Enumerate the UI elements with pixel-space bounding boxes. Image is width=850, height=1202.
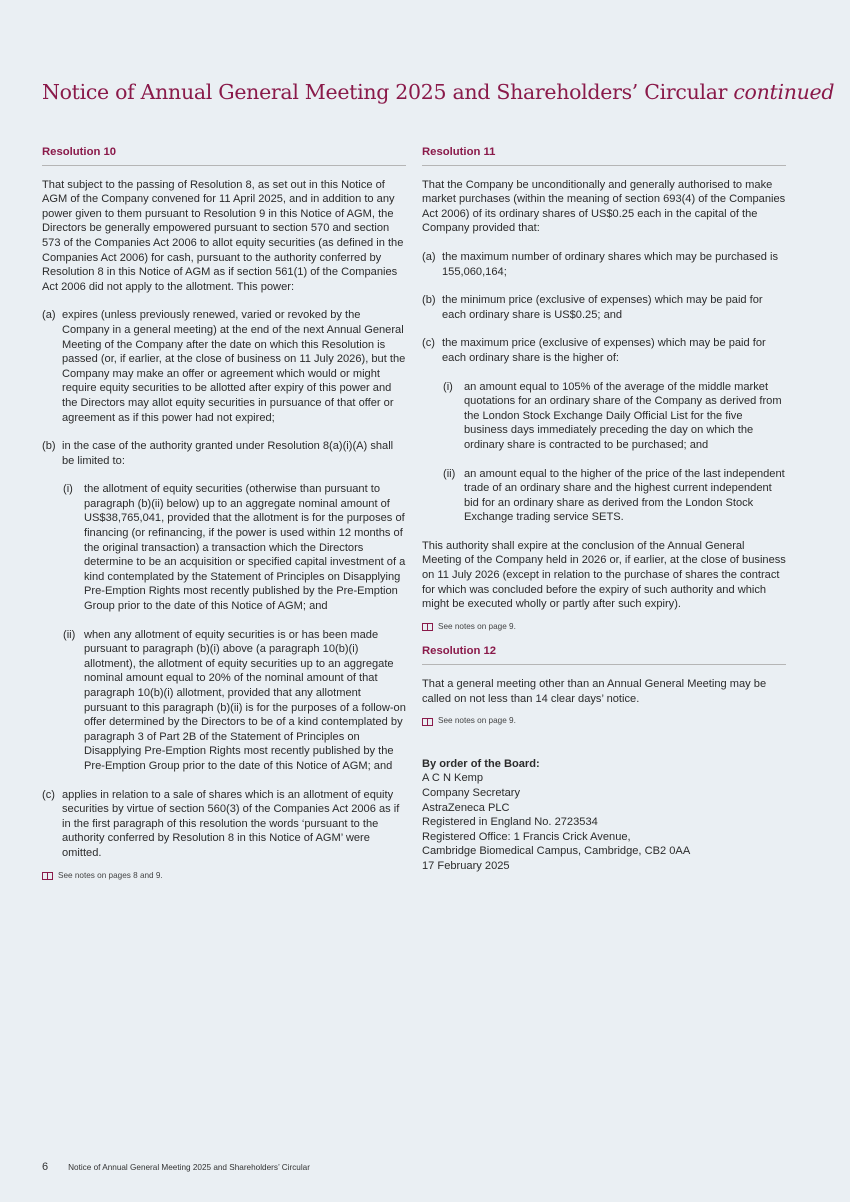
resolution-12-heading: Resolution 12	[422, 644, 786, 665]
resolution-10-intro: That subject to the passing of Resolution 8, as set out in this Notice of AGM of the Company convened for 11 April 2025, and in addition to any power given to them pursuant to Resolution 9 in this Notice of AGM, the Directors be generally empowered pursuant to section 570 and section 573 of the Companies Act 2006 to allot equity securities (as defined in the Companies Act 2006) for cash, pursuant to the authority conferred by Resolution 8 in this Notice of AGM as if section 561(1) of the Companies Act 2006 did not apply to the allotment. This power:	[42, 178, 404, 293]
registered-office-line-1: Registered Office: 1 Francis Crick Avenue,	[422, 830, 631, 843]
secretary-role: Company Secretary	[422, 787, 521, 799]
list-item-b: (b) in the case of the authority granted under Resolution 8(a)(i)(A) shall be limited to:	[42, 440, 394, 467]
list-item-b-i: (i) the allotment of equity securities (otherwise than pursuant to paragraph (b)(ii) below) up to an aggregate nominal amount of US$38,765,041, provided that the allotment is for the purposes of financing (or refinancing, if the power is used within 12 months of the original transaction) a transaction which the Directors determine to be an acquisition or specified capital investment of a kind contemplated by the Statement of Principles on Disapplying Pre-Emption Rights most recently published by the Pre-Emption Group prior to the date of this Notice of AGM; and	[63, 483, 406, 613]
resolution-12-text: That a general meeting other than an Annual General Meeting may be called on not less than 14 clear days’ notice.	[422, 678, 767, 705]
title-continued: continued	[733, 80, 835, 104]
company-name: AstraZeneca PLC	[422, 801, 510, 814]
left-column	[42, 145, 406, 893]
signature-block	[422, 757, 786, 874]
list-item-a: (a) the maximum number of ordinary shares which may be purchased is 155,060,164;	[422, 250, 779, 278]
page-footer	[42, 1161, 310, 1173]
registration-number: Registered in England No. 2723534	[422, 816, 598, 829]
list-item-c: (c) applies in relation to a sale of shares which is an allotment of equity securities by virtue of section 560(3) of the Companies Act 2006 as if in the first paragraph of this resolution the words ‘pursuant to the authority conferred by Resolution 8 in this Notice of AGM’ were omitted.	[42, 788, 400, 859]
notes-link[interactable]: See notes on pages 8 and 9.	[42, 869, 406, 884]
by-order-heading: By order of the Board:	[422, 757, 540, 770]
list-item-c-ii: (ii) an amount equal to the higher of the price of the last independent trade of an ordinary share and the highest current independent bid for an ordinary share as derived from the London Stock Exchange trading service SETS.	[443, 467, 785, 524]
notes-link[interactable]: See notes on page 9.	[422, 714, 786, 729]
right-column	[422, 145, 786, 874]
book-icon	[422, 623, 433, 631]
footer-title: Notice of Annual General Meeting 2025 and Shareholders’ Circular	[68, 1163, 310, 1172]
notes-link[interactable]: See notes on page 9.	[422, 620, 786, 635]
list-item-a: (a) expires (unless previously renewed, varied or revoked by the Company in a general meeting) at the end of the next Annual General Meeting of the Company after the date on which this Resolution is passed (or, if earlier, at the close of business on 11 July 2026), but the Company may make an offer or agreement which would or might require equity securities to be allotted after expiry of this power and the Directors may allot equity securities in pursuance of that offer or agreement as if this power had not expired;	[42, 309, 406, 424]
authority-expiry-text: This authority shall expire at the conclusion of the Annual General Meeting of the Company held in 2026 or, if earlier, at the close of business on 11 July 2026 (except in relation to the purchase of shares the contract for which was concluded before the expiry of such authority and which might be executed wholly or partly after such expiry).	[422, 539, 786, 611]
resolution-10-heading: Resolution 10	[42, 145, 406, 166]
secretary-name: A C N Kemp	[422, 772, 484, 785]
list-item-b: (b) the minimum price (exclusive of expenses) which may be paid for each ordinary share is US$0.25; and	[422, 294, 763, 321]
page-number: 6	[42, 1161, 49, 1173]
notice-date: 17 February 2025	[422, 859, 510, 872]
registered-office-line-2: Cambridge Biomedical Campus, Cambridge, CB2 0AA	[422, 845, 691, 858]
list-item-c: (c) the maximum price (exclusive of expenses) which may be paid for each ordinary share is the higher of:	[422, 337, 766, 364]
title-main: Notice of Annual General Meeting 2025 and Shareholders’ Circular	[42, 80, 728, 104]
list-item-b-ii: (ii) when any allotment of equity securities is or has been made pursuant to paragraph (b)(i) above (a paragraph 10(b)(i) allotment), the allotment of equity securities up to an aggregate nominal amount equal to 20% of the nominal amount of that paragraph 10(b)(i) allotment, provided that any allotment pursuant to this paragraph (b)(ii) is for the purposes of a follow-on offer determined by the Directors to be of a kind contemplated by paragraph 3 of Part 2B of the Statement of Principles on Disapplying Pre-Emption Rights most recently published by the Pre-Emption Group prior to the date of this Notice of AGM; and	[63, 628, 406, 772]
page-title	[42, 80, 834, 104]
book-icon	[42, 872, 53, 880]
book-icon	[422, 718, 433, 726]
resolution-11-heading: Resolution 11	[422, 145, 786, 166]
list-item-c-i: (i) an amount equal to 105% of the average of the middle market quotations for an ordinary share of the Company as derived from the London Stock Exchange Daily Official List for the five business days immediately preceding the day on which the ordinary share is contracted to be purchased; and	[443, 380, 782, 451]
resolution-11-intro: That the Company be unconditionally and generally authorised to make market purchases (within the meaning of section 693(4) of the Companies Act 2006) of its ordinary shares of US$0.25 each in the capital of the Company provided that:	[422, 178, 786, 235]
